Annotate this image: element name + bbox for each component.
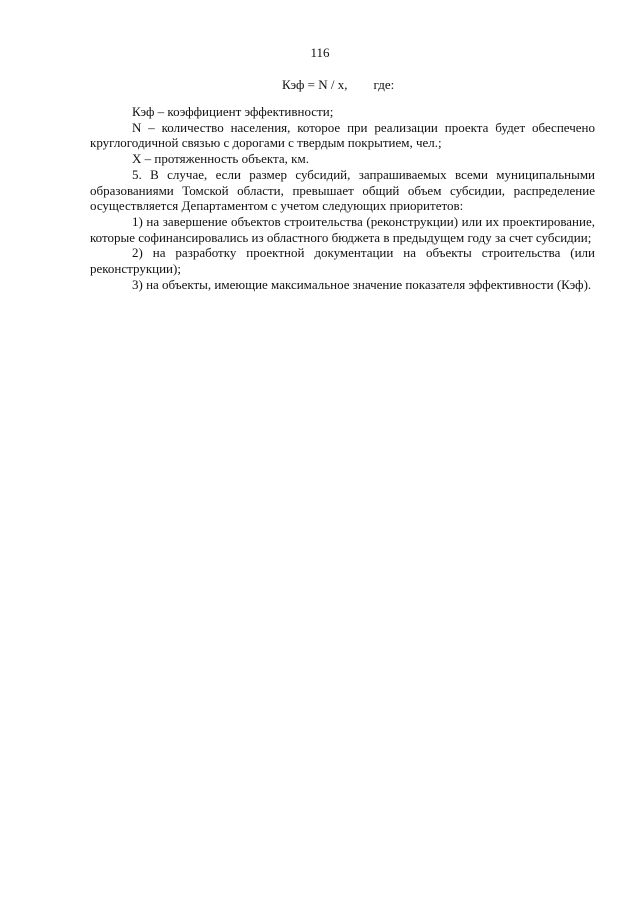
paragraph-clause-5: 5. В случае, если размер субсидий, запрашиваемых всеми муниципальными образованиями Томской области, превышает общий объем субсидии, распределение осуществляется Департаментом с учетом следующих приоритетов: <box>90 166 595 214</box>
efficiency-formula <box>282 77 394 93</box>
paragraph-definition-keff: Кэф – коэффициент эффективности; <box>132 104 334 119</box>
formula-expression: Кэф = N / x, <box>282 77 348 92</box>
document-body <box>90 104 595 292</box>
paragraph-definition-x: Х – протяженность объекта, км. <box>132 151 309 167</box>
paragraph-definition-n: N – количество населения, которое при реализации проекта будет обеспечено круглогодичной связью с дорогами с твердым покрытием, чел.; <box>90 119 595 151</box>
paragraph-priority-2: 2) на разработку проектной документации на объекты строительства (или реконструкции); <box>90 245 595 277</box>
paragraph-priority-3: 3) на объекты, имеющие максимальное значение показателя эффективности (Кэф). <box>132 276 592 292</box>
page-number: 116 <box>310 45 330 60</box>
formula-suffix: где: <box>373 77 395 92</box>
paragraph-priority-1: 1) на завершение объектов строительства (реконструкции) или их проектирование, которые софинансировались из областного бюджета в предыдущем году за счет субсидии; <box>90 213 595 245</box>
